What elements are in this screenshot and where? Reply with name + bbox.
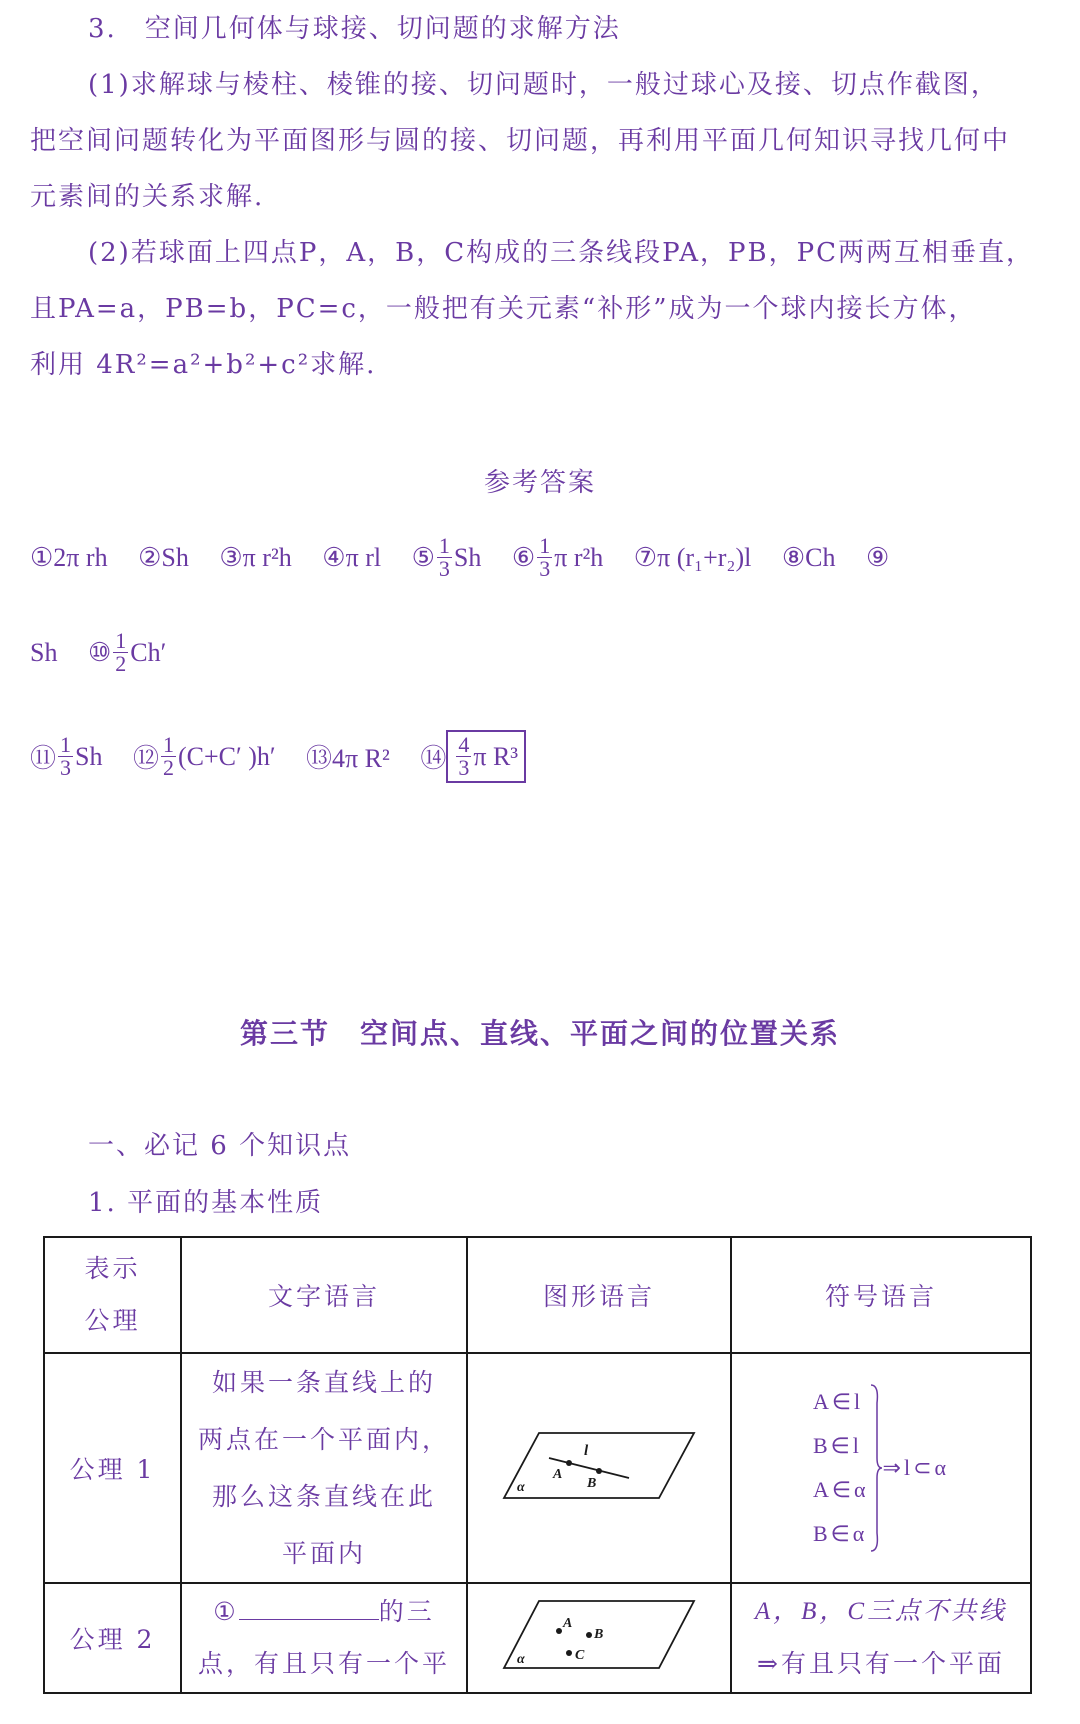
axiom-figure — [467, 1353, 731, 1583]
answer-14-box: $\frac{4}{3}$ π R³ — [446, 730, 526, 783]
section-heading: 3. 空间几何体与球接、切问题的求解方法 — [88, 14, 621, 44]
answer-4: ④π rl — [322, 542, 382, 572]
svg-text:A: A — [553, 1467, 566, 1482]
answer-5: ⑤ $\frac{1}{3}$ Sh — [411, 533, 482, 581]
svg-text:α: α — [517, 1480, 528, 1495]
answer-11: ⑪ $\frac{1}{3}$ Sh — [30, 732, 103, 780]
axiom-text: 如果一条直线上的 两点在一个平面内， 那么这条直线在此 平面内 — [181, 1353, 467, 1583]
answer-10: ⑩ $\frac{1}{2}$ Ch′ — [87, 628, 167, 676]
header-figure-language: 图形语言 — [467, 1237, 731, 1353]
answers-row-1 — [30, 535, 913, 580]
answer-7: ⑦π (r₁+r₂)l — [633, 542, 752, 572]
axiom-name: 公理 2 — [44, 1583, 181, 1693]
answer-2: ②Sh — [138, 542, 189, 572]
answer-8: ⑧Ch — [781, 542, 836, 572]
axiom-symbols: A∈l B∈l A∈α B∈α ⇒l⊂α — [731, 1353, 1031, 1583]
axiom-figure — [467, 1583, 731, 1693]
paragraph-line: 把空间问题转化为平面图形与圆的接、切问题，再利用平面几何知识寻找几何中 — [30, 126, 1011, 156]
table-row — [44, 1583, 1031, 1693]
answer-1: ①2π rh — [30, 542, 108, 572]
header-symbol-language: 符号语言 — [731, 1237, 1031, 1353]
axiom-symbols: A，B，C三点不共线 ⇒有且只有一个平面 — [731, 1583, 1031, 1693]
answer-13: ⑬4π R² — [306, 744, 390, 773]
header-corner: 表示 公理 — [44, 1237, 181, 1353]
answer-12: ⑫ $\frac{1}{2}$ (C+C′ )h′ — [132, 732, 276, 780]
svg-text:B: B — [587, 1476, 600, 1491]
table-header-row — [44, 1237, 1031, 1353]
paragraph-line: 元素间的关系求解. — [30, 182, 265, 212]
fill-blank — [239, 1599, 379, 1620]
paragraph-line: (1)求解球与棱柱、棱锥的接、切问题时，一般过球心及接、切点作截图， — [88, 70, 999, 100]
svg-text:α: α — [517, 1652, 528, 1667]
section-subtitle: 1. 平面的基本性质 — [88, 1188, 324, 1218]
answer-14: ⑭ $\frac{4}{3}$ π R³ — [420, 730, 526, 783]
section-subtitle: 一、必记 6 个知识点 — [88, 1131, 352, 1161]
table-row — [44, 1353, 1031, 1583]
paragraph-line: (2)若球面上四点P，A，B，C构成的三条线段PA，PB，PC两两互相垂直， — [88, 238, 1034, 268]
plane-line-figure — [499, 1423, 699, 1513]
paragraph-line: 且PA=a，PB=b，PC=c，一般把有关元素“补形”成为一个球内接长方体， — [30, 294, 977, 324]
plane-points-figure — [499, 1593, 699, 1683]
svg-text:B: B — [594, 1627, 607, 1642]
answers-row-3 — [30, 730, 550, 783]
answers-title: 参考答案 — [483, 468, 596, 498]
svg-text:A: A — [563, 1616, 576, 1631]
axiom-text: ① 的三 点，有且只有一个平 — [181, 1583, 467, 1693]
axiom-table — [43, 1236, 1032, 1694]
paragraph-line: 利用 4R²=a²+b²+c²求解. — [30, 350, 377, 380]
svg-text:l: l — [584, 1443, 592, 1459]
answer-9: Sh — [30, 637, 58, 667]
answers-row-2 — [30, 630, 190, 675]
answer-9-marker: ⑨ — [866, 542, 890, 572]
svg-text:C: C — [575, 1648, 588, 1663]
brace-icon — [869, 1383, 883, 1553]
axiom-name: 公理 1 — [44, 1353, 181, 1583]
answer-3: ③π r²h — [219, 542, 292, 572]
chapter-title: 第三节 空间点、直线、平面之间的位置关系 — [239, 1017, 840, 1050]
answer-6: ⑥ $\frac{1}{3}$ π r²h — [511, 533, 604, 581]
header-text-language: 文字语言 — [181, 1237, 467, 1353]
